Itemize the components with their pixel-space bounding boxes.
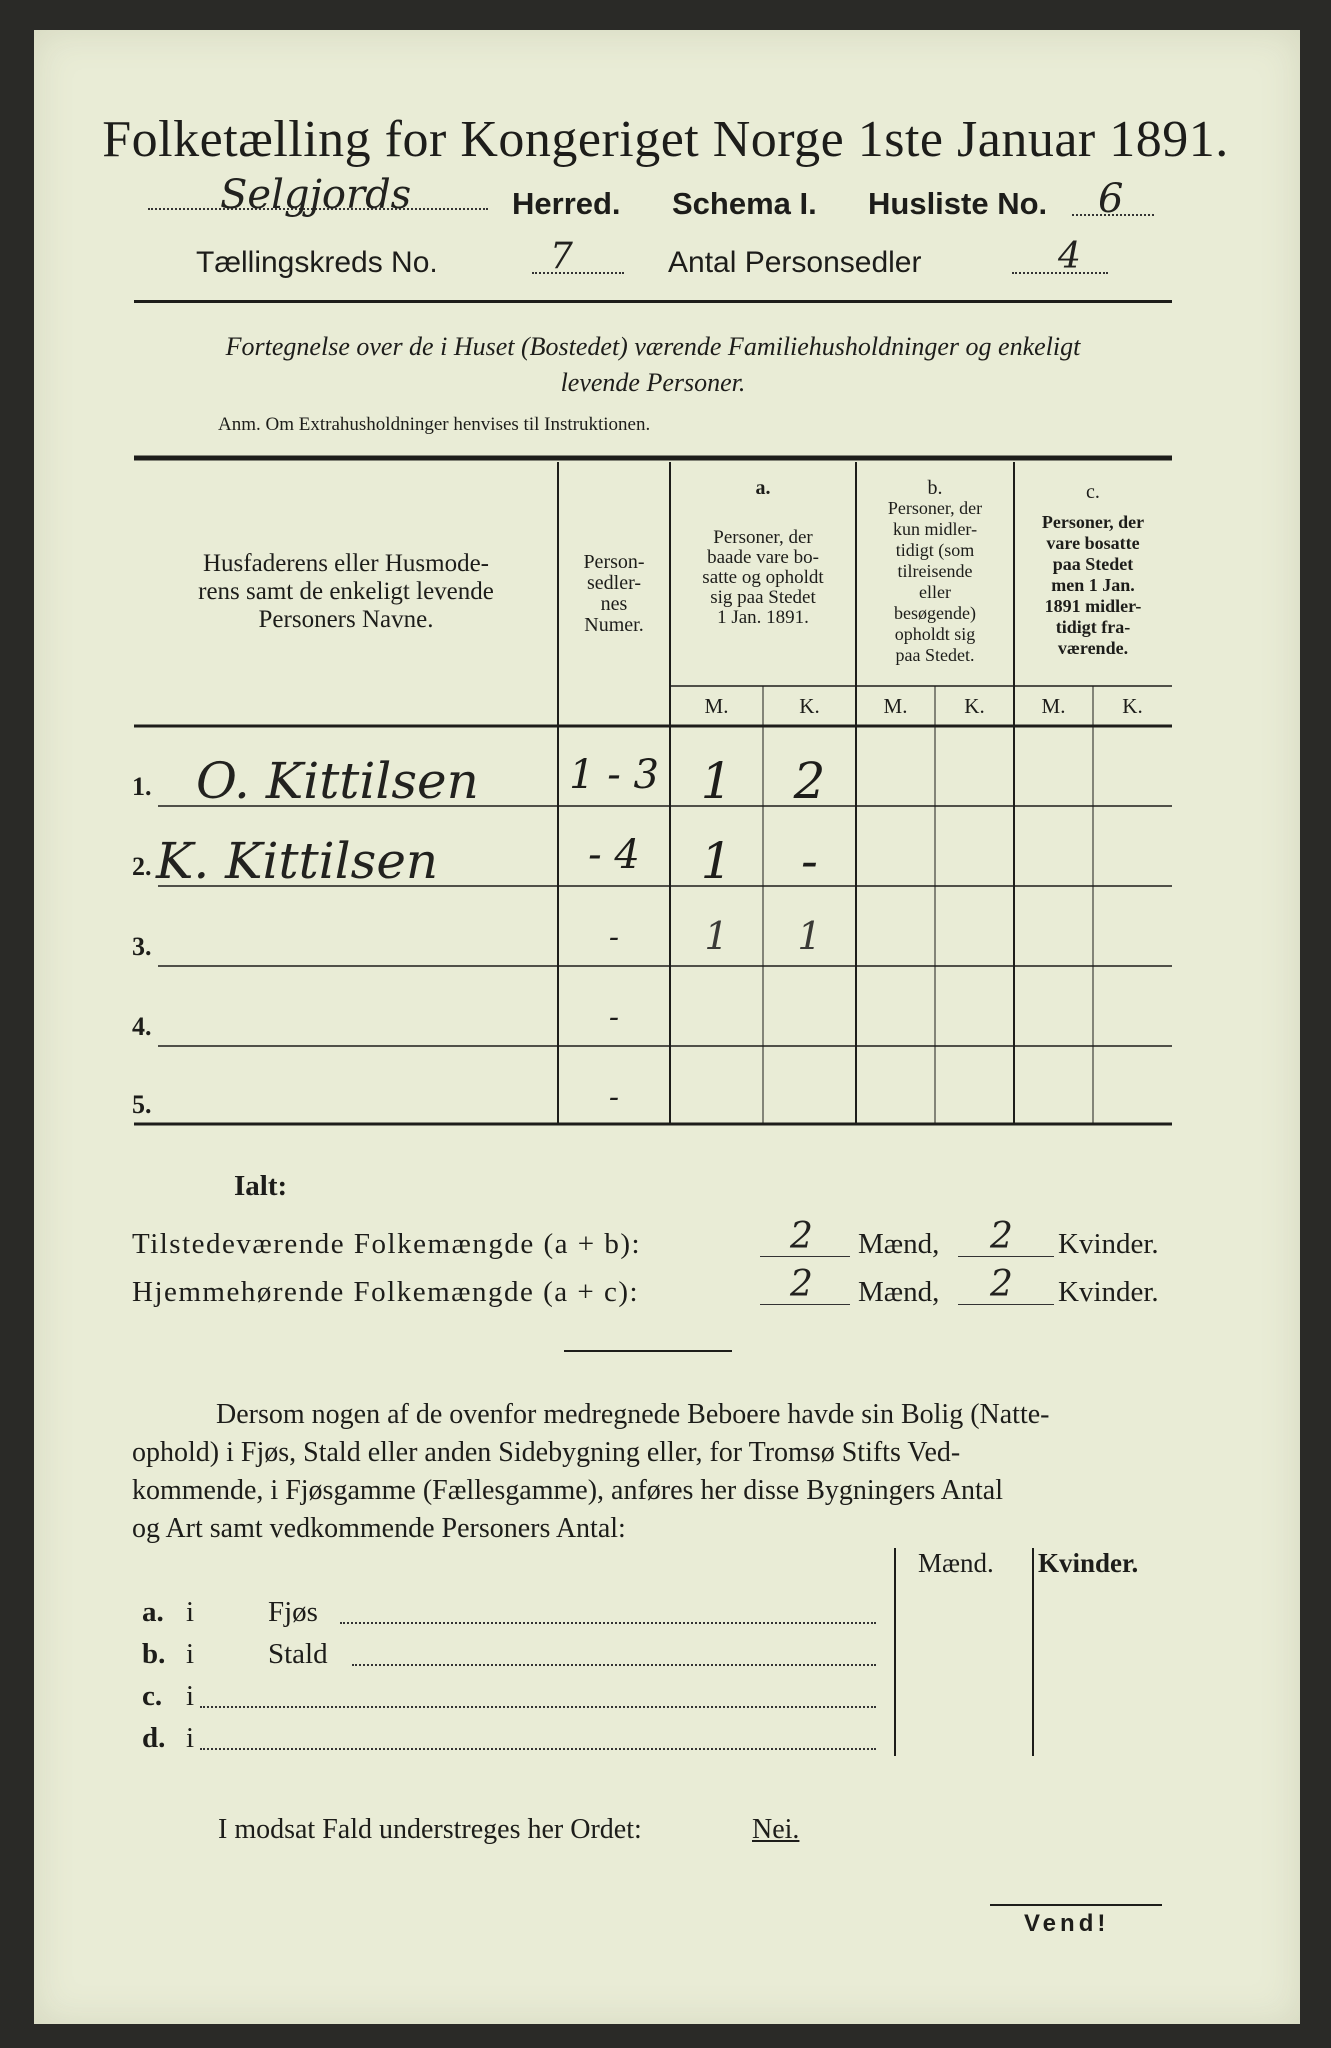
- outbuilding-a-name: Fjøs: [268, 1596, 318, 1628]
- outbuildings-paragraph: Dersom nogen af de ovenfor medregnede Beboere havde sin Bolig (Natte- ophold) i Fjøs, Stald eller anden Sidebygning eller, for Tromsø Stifts Ved- kommende, i Fjøsgamme (Fællesgamme), anføres her disse Bygningers Antal og Art samt vedkommende Personers Antal:: [132, 1399, 1050, 1544]
- row-3-a-m: 1: [704, 914, 729, 958]
- personsedler-value: 4: [1058, 236, 1081, 277]
- col-header-c-letter: c.: [1086, 481, 1100, 503]
- outbuildings-col-kvinder: Kvinder.: [1038, 1548, 1139, 1578]
- modsat-text: I modsat Fald understreges her Ordet:: [218, 1814, 642, 1845]
- row-2-number: 2.: [132, 852, 152, 881]
- intro-line-2: levende Personer.: [560, 368, 746, 397]
- outbuildings-col-divider-1: [894, 1548, 896, 1756]
- intro-note: Anm. Om Extrahusholdninger henvises til Instruktionen.: [218, 414, 651, 435]
- outbuilding-d-line: [200, 1748, 876, 1750]
- outbuilding-b-letter: b.: [142, 1638, 166, 1670]
- tilstede-label: Tilstedeværende Folkemængde (a + b):: [132, 1228, 642, 1260]
- husliste-value: 6: [1098, 176, 1124, 222]
- row-1-a-m: 1: [700, 752, 733, 810]
- hjemme-kvinder-label: Kvinder.: [1058, 1276, 1159, 1308]
- row-4-sedler: -: [608, 1000, 620, 1035]
- outbuilding-d-prefix: i: [186, 1722, 195, 1754]
- vend-rule: [990, 1904, 1162, 1906]
- row-5-sedler: -: [608, 1080, 620, 1115]
- tilstede-k-value: 2: [990, 1216, 1013, 1257]
- outbuilding-b-line: [352, 1664, 876, 1666]
- husliste-label: Husliste No.: [868, 186, 1048, 221]
- sub-a-m: M.: [704, 694, 729, 718]
- outbuilding-a-letter: a.: [142, 1596, 164, 1628]
- vend-label: Vend!: [1024, 1910, 1110, 1937]
- row-3-a-k: 1: [797, 914, 822, 958]
- row-2-sedler: - 4: [588, 832, 640, 878]
- row-5-number: 5.: [132, 1090, 152, 1119]
- sub-c-k: K.: [1122, 694, 1143, 718]
- ialt-label: Ialt:: [234, 1170, 288, 1202]
- outbuilding-b-name: Stald: [268, 1638, 328, 1670]
- kreds-value: 7: [550, 236, 573, 277]
- row-2-name: K. Kittilsen: [156, 832, 439, 890]
- herred-label: Herred.: [512, 186, 621, 221]
- row-4-number: 4.: [132, 1012, 152, 1041]
- tilstede-m-value: 2: [790, 1216, 813, 1257]
- outbuilding-c-line: [200, 1706, 876, 1708]
- col-header-b-letter: b.: [927, 477, 943, 499]
- row-3-sedler: -: [608, 920, 620, 955]
- row-2-a-m: 1: [700, 832, 733, 890]
- hjemme-maend-label: Mænd,: [858, 1276, 940, 1308]
- kreds-label: Tællingskreds No.: [196, 246, 438, 279]
- col-header-num: Person- sedler- nes Numer.: [583, 551, 645, 636]
- col-header-c: Personer, der vare bosatte paa Stedet men 1 Jan. 1891 midler- tidigt fra- værende.: [1041, 512, 1145, 658]
- row-1-a-k: 2: [793, 752, 826, 810]
- col-header-b: Personer, der kun midler- tidigt (som tilreisende eller besøgende) opholdt sig paa Stedet.: [887, 498, 983, 665]
- tilstede-maend-label: Mænd,: [858, 1228, 940, 1260]
- tilstede-kvinder-label: Kvinder.: [1058, 1228, 1159, 1260]
- col-header-name: Husfaderens eller Husmode- rens samt de enkeligt levende Personers Navne.: [198, 550, 494, 633]
- outbuilding-a-prefix: i: [186, 1596, 195, 1628]
- herred-value: Selgjords: [220, 172, 412, 218]
- sub-a-k: K.: [799, 694, 820, 718]
- row-3-number: 3.: [132, 932, 152, 961]
- outbuilding-a-line: [340, 1622, 876, 1624]
- row-1-name: O. Kittilsen: [196, 752, 479, 810]
- sub-c-m: M.: [1041, 694, 1066, 718]
- outbuildings-col-divider-2: [1032, 1548, 1034, 1756]
- col-header-a: Personer, der baade vare bo- satte og opholdt sig paa Stedet 1 Jan. 1891.: [702, 527, 824, 628]
- sub-b-k: K.: [964, 694, 985, 718]
- row-2-a-k: -: [801, 832, 818, 890]
- outbuildings-col-maend: Mænd.: [918, 1548, 994, 1578]
- intro-line-1: Fortegnelse over de i Huset (Bostedet) værende Familiehusholdninger og enkeligt: [225, 332, 1081, 361]
- hjemme-label: Hjemmehørende Folkemængde (a + c):: [132, 1276, 640, 1308]
- row-1-number: 1.: [132, 772, 152, 801]
- hjemme-m-value: 2: [790, 1264, 813, 1305]
- schema-label: Schema I.: [672, 186, 817, 221]
- sub-b-m: M.: [883, 694, 908, 718]
- col-header-a-letter: a.: [755, 477, 771, 499]
- outbuilding-c-letter: c.: [142, 1680, 163, 1712]
- outbuilding-d-letter: d.: [142, 1722, 166, 1754]
- outbuilding-b-prefix: i: [186, 1638, 195, 1670]
- form-title: Folketælling for Kongeriget Norge 1ste Januar 1891.: [102, 111, 1229, 168]
- row-1-sedler: 1 - 3: [569, 752, 659, 798]
- section-divider: [564, 1350, 732, 1352]
- nei-word: Nei.: [752, 1814, 800, 1845]
- outbuilding-c-prefix: i: [186, 1680, 195, 1712]
- personsedler-label: Antal Personsedler: [668, 246, 922, 279]
- hjemme-k-value: 2: [990, 1264, 1013, 1305]
